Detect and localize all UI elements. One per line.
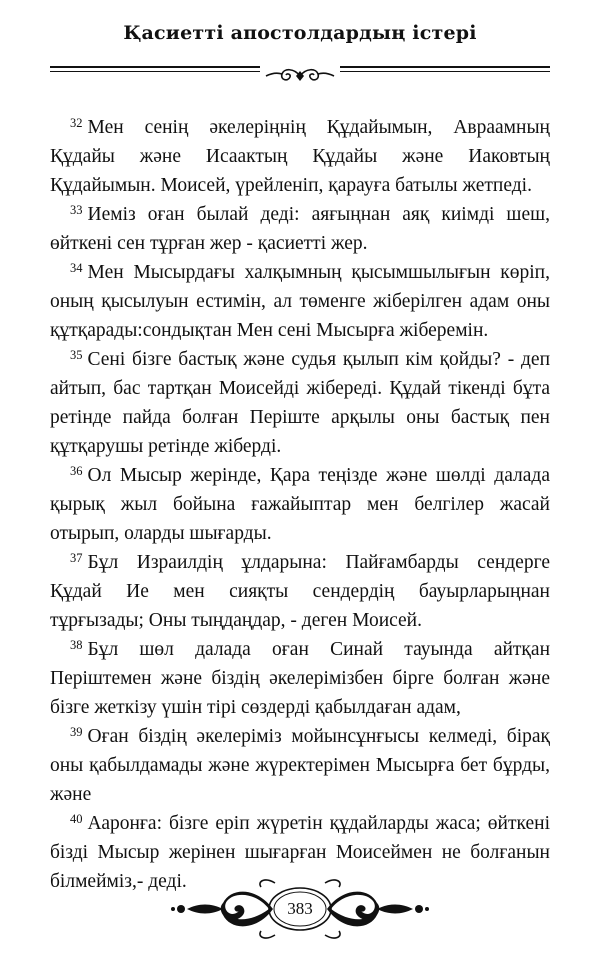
verse-content [50, 113, 550, 896]
verse-text: Бұл шөл далада оған Синай тауында айтқан Періштемен және біздің әкелерімізбен бірге болған және бізге жеткізу үшін тірі сөздерді қабылдаған адам, [50, 639, 550, 718]
verse-39 [50, 722, 550, 809]
verse-number: 36 [70, 464, 83, 478]
header-ornament-icon [260, 64, 340, 88]
verse-text: Ааронға: бізге еріп жүретін құдайларды жаса; өйткені бізді Мысыр жерінен шығарған Моисеймен не болғанын білмейміз,- деді. [50, 813, 550, 892]
verse-38 [50, 635, 550, 722]
verse-text: Иеміз оған былай деді: аяғыңнан аяқ киімді шеш, өйткені сен тұрған жер - қасиетті жер. [50, 204, 550, 254]
running-header: Қасиетті апостолдардың істері [123, 22, 477, 44]
verse-text: Оған біздің әкелеріміз мойынсұнғысы келмеді, бірақ оны қабылдамады және жүректерімен Мысырға бет бұрды, және [50, 726, 550, 805]
verse-number: 34 [70, 261, 83, 275]
verse-number: 33 [70, 203, 83, 217]
verse-37 [50, 548, 550, 635]
verse-text: Ол Мысыр жерінде, Қара теңізде және шөлді далада қырық жыл бойына ғажайыптар мен белгілер жасай отырып, оларды шығарды. [50, 465, 550, 544]
verse-34 [50, 258, 550, 345]
verse-text: Сені бізге бастық және судья қылып кім қойды? - деп айтып, бас тартқан Моисейді жібереді. Құдай тікенді бұта ретінде пайда болған Періште арқылы оны бастық пен құтқарушы ретінде жіберді. [50, 349, 550, 457]
verse-number: 35 [70, 348, 83, 362]
verse-number: 32 [70, 116, 83, 130]
page-number: 383 [287, 899, 313, 918]
verse-text: Мен Мысырдағы халқымның қысымшылығын көріп, оның қысылуын естимін, ал төменге жіберілген адам оны құтқарады:сондықтан Мен сені Мысырға жіберемін. [50, 262, 550, 341]
verse-text: Бұл Израилдің ұлдарына: Пайғамбарды сендерге Құдай Ие мен сияқты сендердің бауырларыңнан тұрғызады; Оны тыңдаңдар, - деген Моисей. [50, 552, 550, 631]
verse-36 [50, 461, 550, 548]
verse-text: Мен сенің әкелеріңнің Құдайымын, Авраамның Құдайы және Исаактың Құдайы және Иаковтың Құдайымын. Моисей, үрейленіп, қарауға батылы жетпеді. [50, 117, 550, 196]
verse-35 [50, 345, 550, 461]
verse-number: 37 [70, 551, 83, 565]
verse-number: 39 [70, 725, 83, 739]
verse-number: 38 [70, 638, 83, 652]
verse-number: 40 [70, 812, 83, 826]
verse-32 [50, 113, 550, 200]
verse-33 [50, 200, 550, 258]
